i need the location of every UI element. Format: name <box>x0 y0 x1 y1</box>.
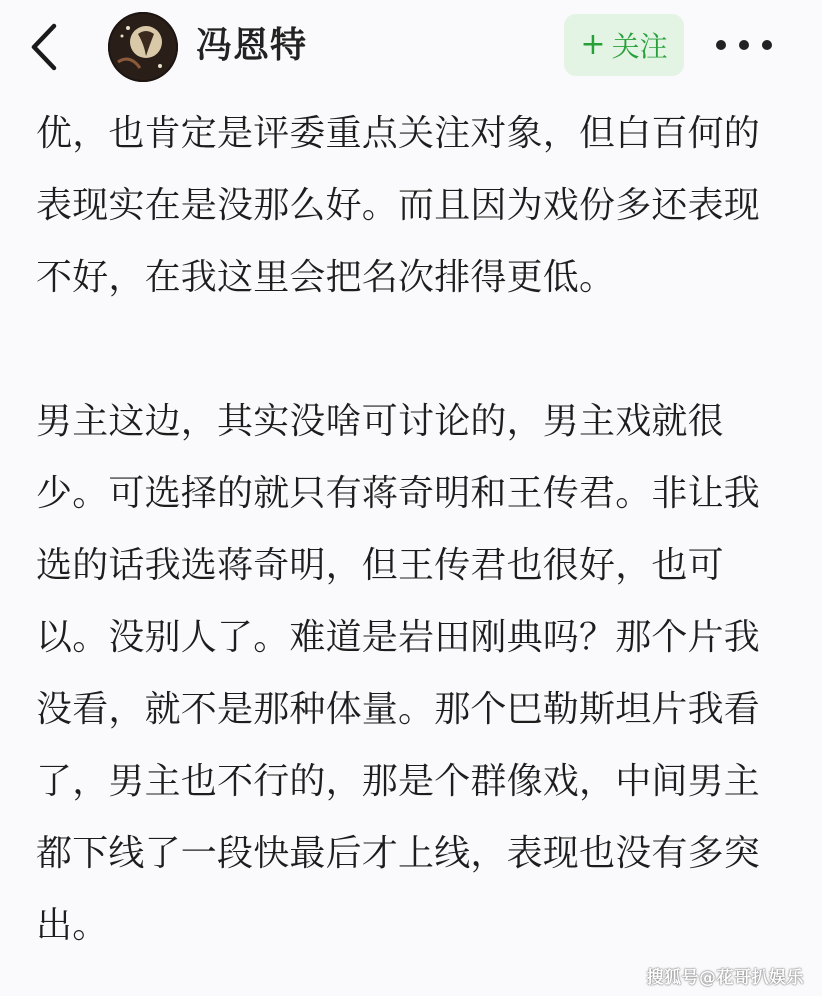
plus-icon: + <box>580 27 606 62</box>
article-body <box>36 98 786 962</box>
avatar-image <box>108 12 178 82</box>
article-paragraph: 优，也肯定是评委重点关注对象，但白百何的表现实在是没那么好。而且因为戏份多还表现不好，在我这里会把名次排得更低。 <box>36 113 761 298</box>
paragraph-spacer <box>36 314 786 386</box>
chevron-left-icon <box>26 22 66 72</box>
follow-button[interactable] <box>564 14 684 76</box>
more-options-button[interactable] <box>716 28 772 62</box>
more-horizontal-icon <box>716 40 726 50</box>
watermark: 搜狐号@花哥扒娱乐 <box>646 968 804 988</box>
top-bar <box>0 0 822 98</box>
author-name[interactable]: 冯恩特 <box>196 25 308 66</box>
back-button[interactable] <box>26 22 66 72</box>
follow-label: 关注 <box>611 30 668 63</box>
more-horizontal-icon <box>739 40 749 50</box>
avatar[interactable] <box>108 12 178 82</box>
article-paragraph: 男主这边，其实没啥可讨论的，男主戏就很少。可选择的就只有蒋奇明和王传君。非让我选的话我选蒋奇明，但王传君也很好，也可以。没别人了。难道是岩田刚典吗？那个片我没看，就不是那种体量。那个巴勒斯坦片我看了，男主也不行的，那是个群像戏，中间男主都下线了一段快最后才上线，表现也没有多突出。 <box>36 401 761 946</box>
more-horizontal-icon <box>762 40 772 50</box>
